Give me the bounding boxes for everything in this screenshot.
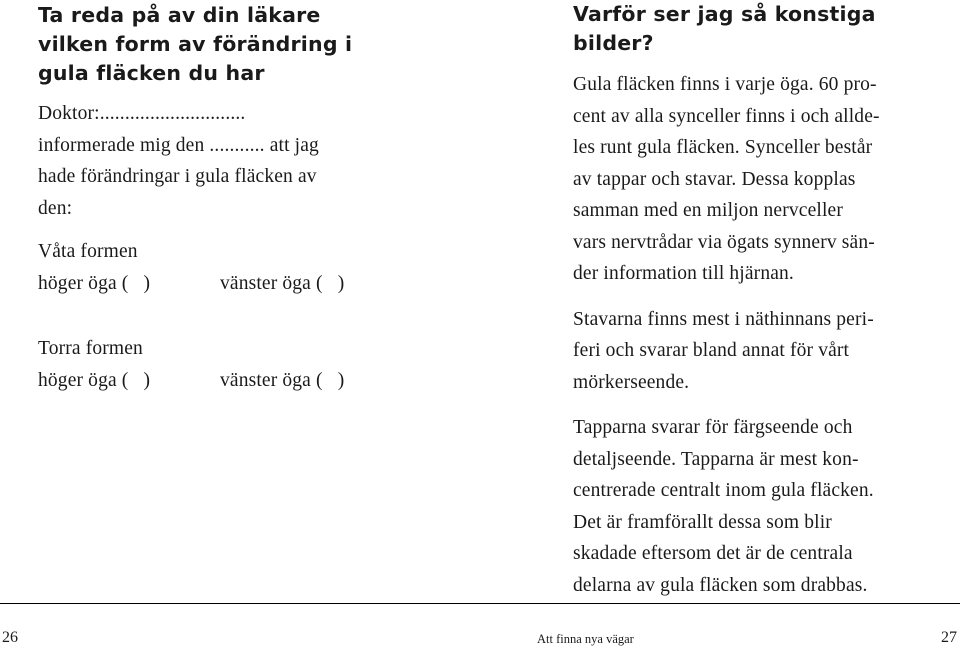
paragraph-line: centrerade centralt inom gula fläcken. — [573, 480, 874, 501]
wet-form-eye-row — [38, 268, 398, 300]
dry-form-title: Torra formen — [38, 338, 143, 359]
paragraph-rods — [573, 304, 933, 399]
changes-line: hade förändringar i gula fläcken av — [38, 166, 317, 187]
paragraph-line: Tapparna svarar för färgseende och — [573, 417, 853, 438]
dry-right-eye-checkbox: höger öga ( ) — [38, 369, 151, 391]
paragraph-line: Stavarna finns mest i näthinnans peri- — [573, 308, 874, 330]
wet-right-eye-checkbox: höger öga ( ) — [38, 272, 151, 294]
left-heading-line: gula fläcken du har — [38, 61, 265, 85]
paragraph-line: delarna av gula fläcken som drabbas. — [573, 574, 868, 596]
right-heading — [573, 0, 933, 58]
dry-form-eye-row — [38, 365, 398, 397]
paragraph-line: vars nervtrådar via ögats synnerv sän- — [573, 231, 875, 253]
paragraph-line: der information till hjärnan. — [573, 263, 794, 284]
paragraph-line: feri och svarar bland annat för vårt — [573, 340, 850, 361]
left-heading-line: Ta reda på av din läkare — [38, 3, 321, 27]
wet-form-group — [38, 236, 398, 299]
paragraph-line: detaljseende. Tapparna är mest kon- — [573, 448, 859, 470]
paragraph-line: av tappar och stavar. Dessa kopplas — [573, 168, 856, 190]
changes-line-end: den: — [38, 197, 73, 219]
paragraph-line: cent av alla synceller finns i och allde- — [573, 105, 880, 127]
paragraph-line: samman med en miljon nervceller — [573, 200, 843, 221]
paragraph-line: skadade eftersom det är de centrala — [573, 543, 853, 564]
footer-divider — [0, 603, 960, 604]
paragraph-line: Gula fläcken finns i varje öga. 60 pro- — [573, 74, 877, 95]
footer-title: Att finna nya vägar — [537, 632, 634, 646]
left-page-number: 26 — [2, 629, 18, 646]
paragraph-line: mörkerseende. — [573, 371, 690, 393]
paragraph-line: Det är framförallt dessa som blir — [573, 511, 832, 533]
wet-left-eye-checkbox: vänster öga ( ) — [220, 272, 345, 294]
doctor-info-block — [38, 98, 398, 224]
wet-form-title: Våta formen — [38, 241, 138, 262]
informed-date-line: informerade mig den ........... att jag — [38, 134, 319, 156]
dry-left-eye-checkbox: vänster öga ( ) — [220, 369, 345, 391]
right-heading-line: Varför ser jag så konstiga — [573, 2, 876, 26]
page-footer — [0, 603, 960, 646]
right-body-text — [573, 69, 933, 601]
paragraph-macula — [573, 69, 933, 290]
left-heading — [38, 0, 398, 88]
right-page-number: 27 — [941, 629, 957, 646]
right-page-column — [573, 0, 933, 601]
left-heading-line: vilken form av förändring i — [38, 32, 353, 56]
dry-form-group — [38, 333, 398, 396]
left-page-column — [38, 0, 398, 396]
right-heading-line: bilder? — [573, 31, 654, 55]
doctor-line: Doktor:............................. — [38, 103, 246, 124]
paragraph-cones — [573, 412, 933, 601]
paragraph-line: les runt gula fläcken. Synceller består — [573, 137, 873, 158]
